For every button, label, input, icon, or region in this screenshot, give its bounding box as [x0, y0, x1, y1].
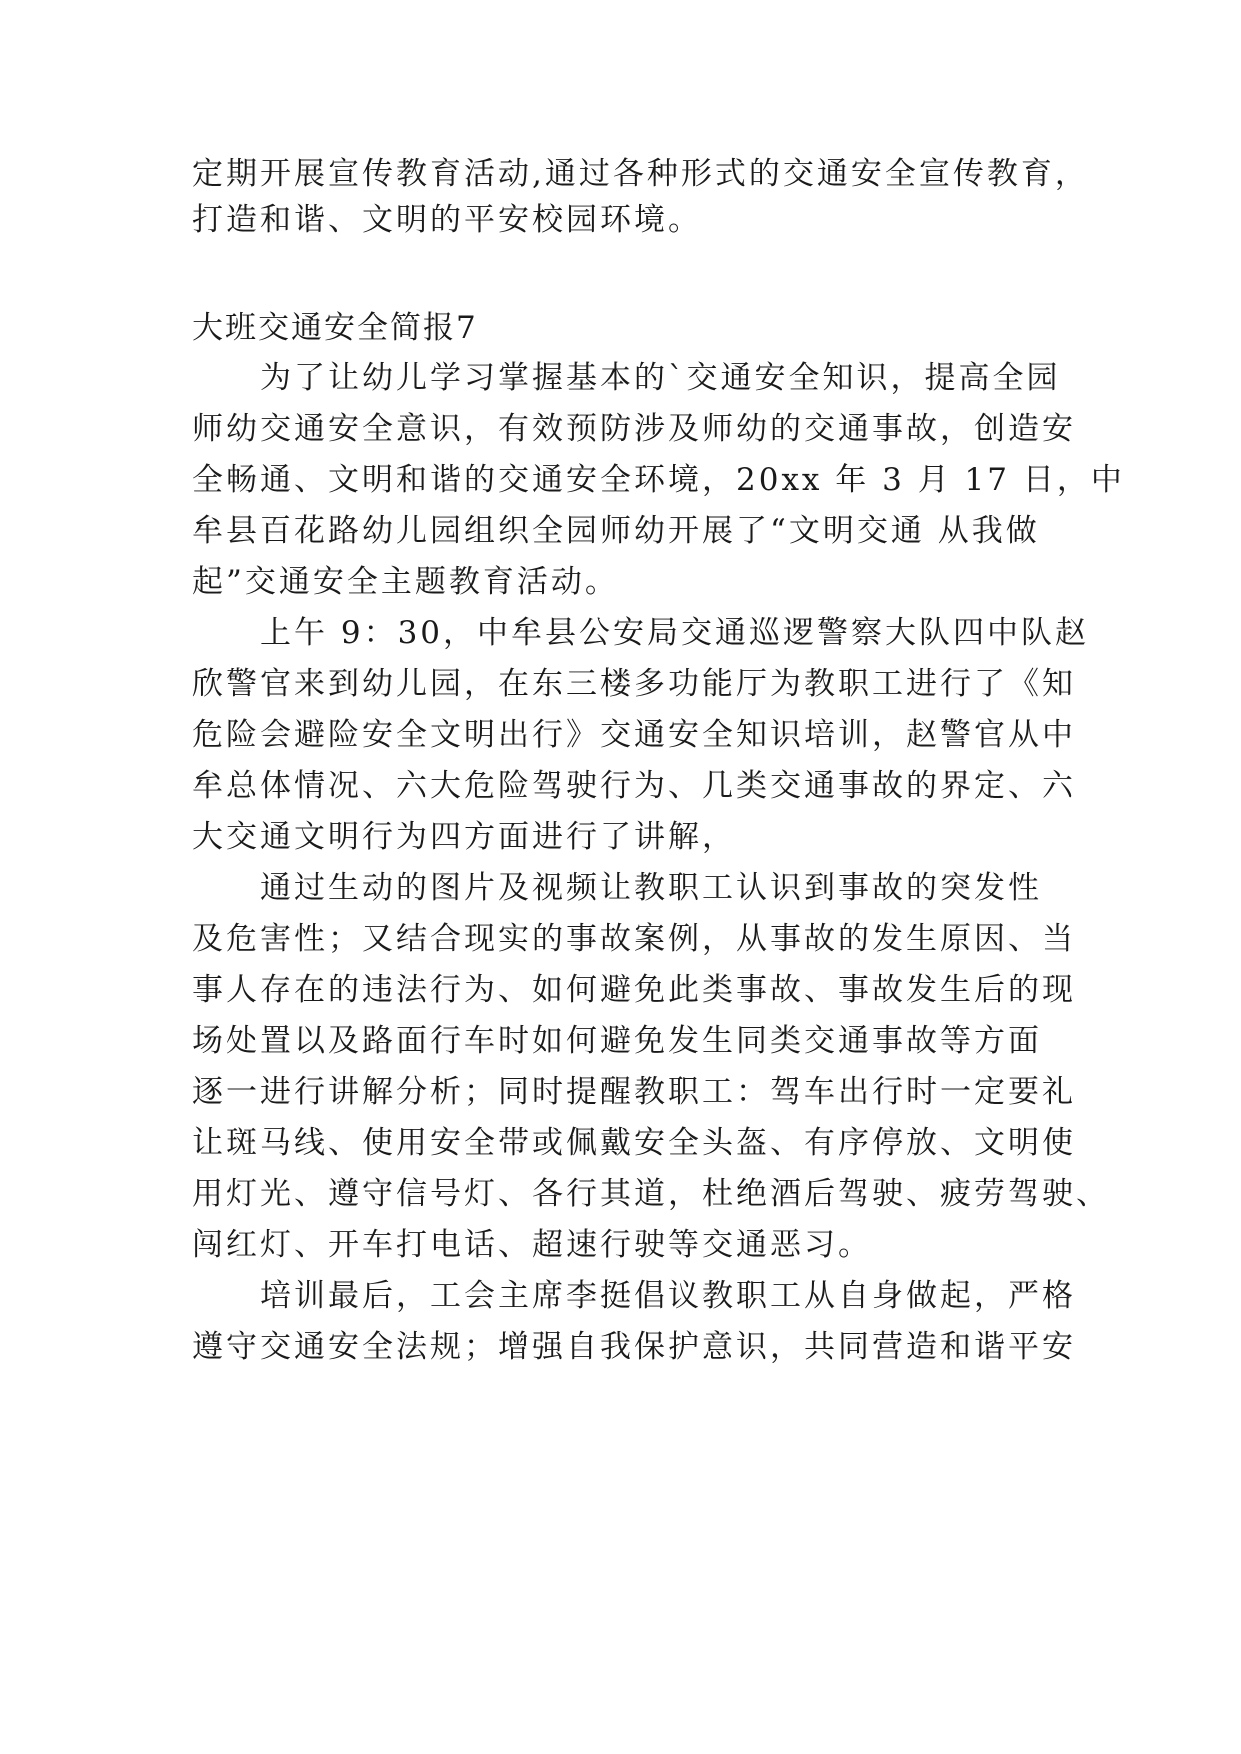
text-line: 全畅通、文明和谐的交通安全环境，20xx 年 3 月 17 日，中 [192, 462, 1125, 498]
text-line: 牟县百花路幼儿园组织全园师幼开展了“文明交通 从我做 [192, 513, 1040, 549]
text-line: 场处置以及路面行车时如何避免发生同类交通事故等方面 [192, 1023, 1042, 1059]
text-line: 欣警官来到幼儿园，在东三楼多功能厅为教职工进行了《知 [192, 666, 1076, 702]
text-line: 为了让幼儿学习掌握基本的`交通安全知识，提高全园 [192, 360, 1061, 396]
text-line: 牟总体情况、六大危险驾驶行为、几类交通事故的界定、六 [192, 768, 1076, 804]
text-line: 遵守交通安全法规；增强自我保护意识，共同营造和谐平安 [192, 1329, 1076, 1365]
text-line: 危险会避险安全文明出行》交通安全知识培训，赵警官从中 [192, 717, 1076, 753]
text-line: 上午 9：30，中牟县公安局交通巡逻警察大队四中队赵 [192, 615, 1090, 651]
text-line: 闯红灯、开车打电话、超速行驶等交通恶习。 [192, 1227, 872, 1263]
text-line: 培训最后，工会主席李挺倡议教职工从自身做起，严格 [192, 1278, 1076, 1314]
text-line: 定期开展宣传教育活动,通过各种形式的交通安全宣传教育， [192, 156, 1089, 192]
text-line: 师幼交通安全意识，有效预防涉及师幼的交通事故，创造安 [192, 411, 1076, 447]
text-line: 及危害性；又结合现实的事故案例，从事故的发生原因、当 [192, 921, 1076, 957]
text-line: 逐一进行讲解分析；同时提醒教职工：驾车出行时一定要礼 [192, 1074, 1076, 1110]
text-line: 用灯光、遵守信号灯、各行其道，杜绝酒后驾驶、疲劳驾驶、 [192, 1176, 1110, 1212]
text-line: 通过生动的图片及视频让教职工认识到事故的突发性 [192, 870, 1042, 906]
text-line: 事人存在的违法行为、如何避免此类事故、事故发生后的现 [192, 972, 1076, 1008]
section-title: 大班交通安全简报7 [192, 310, 478, 346]
text-line: 让斑马线、使用安全带或佩戴安全头盔、有序停放、文明使 [192, 1125, 1076, 1161]
text-line: 起”交通安全主题教育活动。 [192, 564, 619, 600]
text-line: 打造和谐、文明的平安校园环境。 [192, 202, 702, 238]
text-line: 大交通文明行为四方面进行了讲解， [192, 819, 736, 855]
